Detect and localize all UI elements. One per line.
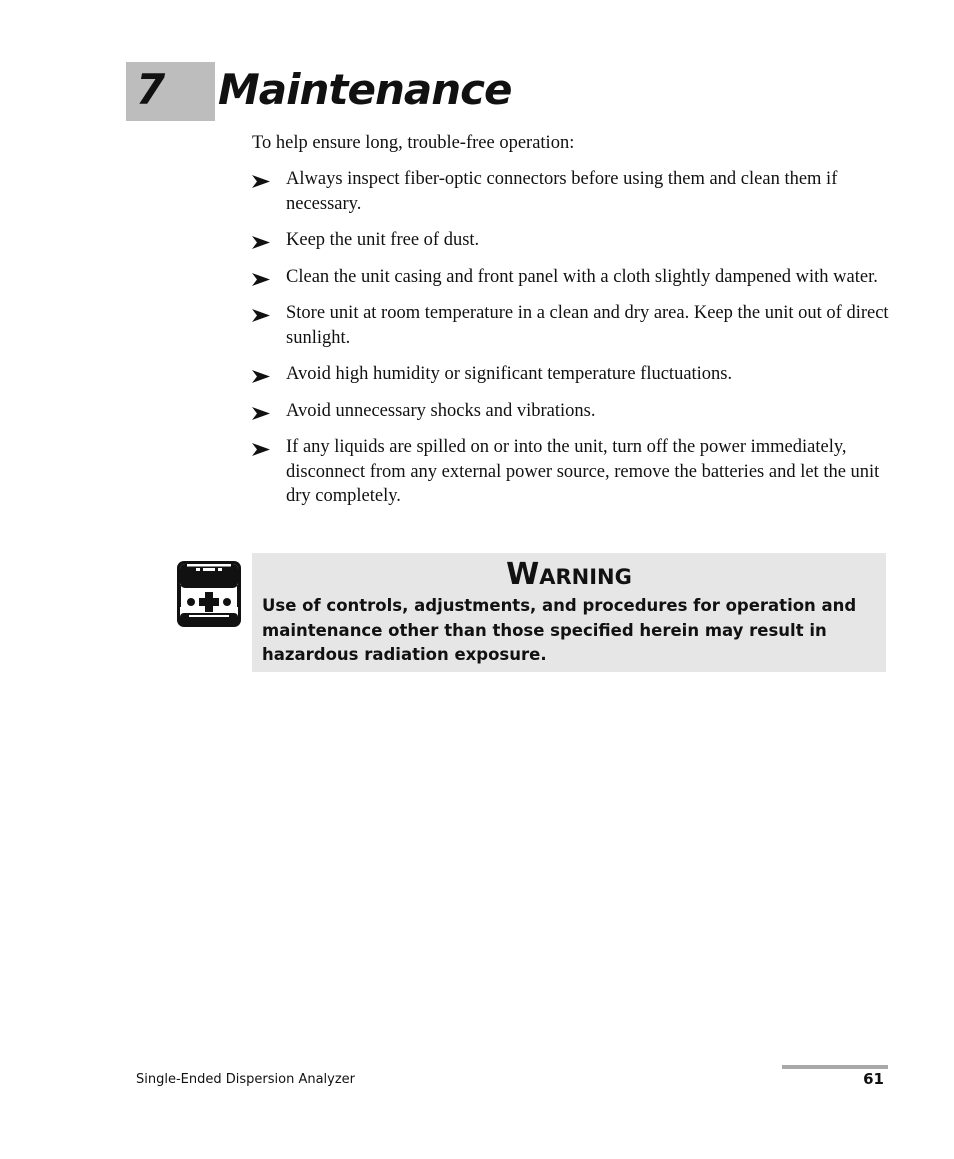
warning-title: Warning bbox=[506, 557, 632, 592]
page-number: 61 bbox=[863, 1070, 884, 1088]
warning-callout bbox=[252, 553, 886, 672]
warning-text: Use of controls, adjustments, and procedures for operation and maintenance other than those specified herein may result in hazardous radiation exposure. bbox=[262, 596, 857, 664]
list-item-text: Keep the unit free of dust. bbox=[286, 230, 480, 250]
list-item bbox=[252, 228, 892, 253]
arrowhead-bullet-icon bbox=[252, 370, 270, 383]
list-item-text: Avoid high humidity or significant temperature fluctuations. bbox=[286, 364, 733, 384]
list-item bbox=[252, 301, 892, 350]
arrowhead-bullet-icon bbox=[252, 309, 270, 322]
list-item-text: Clean the unit casing and front panel with a cloth slightly dampened with water. bbox=[286, 266, 878, 287]
arrowhead-bullet-icon bbox=[252, 236, 270, 249]
footer-document-title: Single-Ended Dispersion Analyzer bbox=[136, 1072, 356, 1087]
arrowhead-bullet-icon bbox=[252, 175, 270, 188]
intro-text: To help ensure long, trouble-free operation: bbox=[252, 133, 575, 153]
arrowhead-bullet-icon bbox=[252, 443, 270, 456]
maintenance-list bbox=[252, 167, 892, 521]
chapter-number: 7 bbox=[136, 65, 166, 114]
list-item-text: Always inspect fiber-optic connectors before using them and clean them if necessary. bbox=[286, 169, 838, 214]
chapter-title: Maintenance bbox=[218, 65, 512, 114]
ambulance-warning-icon bbox=[175, 559, 243, 629]
list-item-text: If any liquids are spilled on or into the unit, turn off the power immediately, disconnect from any external power source, remove the batteries and let the unit dry completely. bbox=[286, 437, 880, 506]
list-item bbox=[252, 399, 892, 424]
arrowhead-bullet-icon bbox=[252, 273, 270, 286]
list-item bbox=[252, 435, 892, 509]
arrowhead-bullet-icon bbox=[252, 407, 270, 420]
list-item bbox=[252, 167, 892, 216]
list-item-text: Store unit at room temperature in a clean and dry area. Keep the unit out of direct sunlight. bbox=[286, 303, 889, 348]
list-item bbox=[252, 362, 892, 387]
list-item-text: Avoid unnecessary shocks and vibrations. bbox=[286, 400, 596, 421]
list-item bbox=[252, 265, 892, 290]
